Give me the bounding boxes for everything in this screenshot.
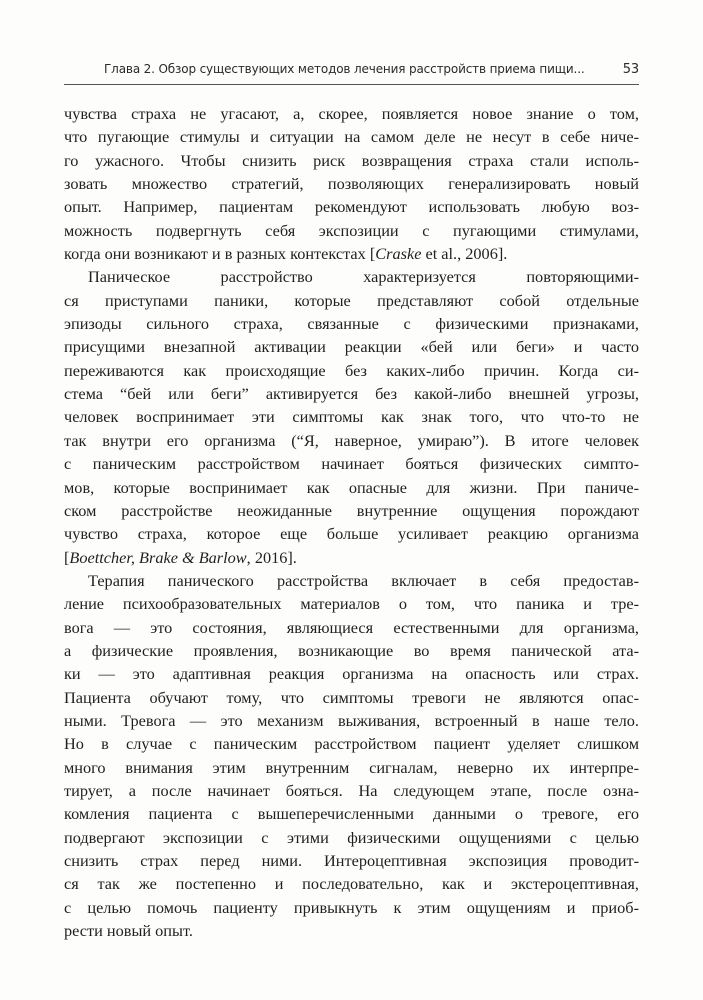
paragraph-3 <box>64 569 639 943</box>
paragraph-1 <box>64 102 639 265</box>
text-line: с паническим расстройством начинает бояться физических симпто- <box>64 454 639 474</box>
text-fragment: [ <box>64 547 70 567</box>
text-line: Но в случае с паническим расстройством пациент уделяет слишком <box>64 734 639 754</box>
page-number: 53 <box>622 62 639 77</box>
text-line: ся так же постепенно и последовательно, как и экстероцептивная, <box>64 874 639 894</box>
text-line: зовать множество стратегий, позволяющих генерализировать новый <box>64 174 639 194</box>
text-line <box>64 242 639 265</box>
chapter-title: Глава 2. Обзор существующих методов лечения расстройств приема пищи... <box>104 62 585 76</box>
text-line: комления пациента с вышеперечисленными данными о тревоге, его <box>64 804 639 824</box>
text-line: эпизоды сильного страха, связанные с физическими признаками, <box>64 314 639 334</box>
text-line: го ужасного. Чтобы снизить риск возвращения страха стали исполь- <box>64 150 639 170</box>
text-line: ки — это адаптивная реакция организма на опасность или страх. <box>64 664 639 684</box>
body-text <box>64 102 639 942</box>
text-line: можность подвергнуть себя экспозиции с пугающими стимулами, <box>64 220 639 240</box>
text-line: Пациента обучают тому, что симптомы тревоги не являются опас- <box>64 687 639 707</box>
citation-year: et al., 2006]. <box>421 244 508 264</box>
text-line: ление психообразовательных материалов о том, что паника и тре- <box>64 594 639 614</box>
text-line: рести новый опыт. <box>64 921 193 941</box>
text-line: вога — это состояния, являющиеся естественными для организма, <box>64 617 639 637</box>
text-line: много внимания этим внутренним сигналам, неверно их интерпре- <box>64 757 639 777</box>
text-line: Терапия панического расстройства включает в себя предостав- <box>88 570 639 590</box>
text-line: подвергают экспозиции с этими физическими ощущениями с целью <box>64 827 639 847</box>
text-line: стема “бей или беги” активируется без какой-либо внешней угрозы, <box>64 384 639 404</box>
citation-author: Craske <box>375 244 422 264</box>
text-line: ся приступами паники, которые представляют собой отдельные <box>64 290 639 310</box>
text-line: ском расстройстве неожиданные внутренние ощущения порождают <box>64 500 639 520</box>
text-line <box>64 546 639 569</box>
text-line: переживаются как происходящие без каких-либо причин. Когда си- <box>64 360 639 380</box>
citation-author: Boettcher, Brake & Barlow <box>69 547 247 567</box>
header-rule <box>64 84 639 85</box>
text-line: ными. Тревога — это механизм выживания, встроенный в наше тело. <box>64 710 639 730</box>
paragraph-2 <box>64 265 639 568</box>
text-line: человек воспринимает эти симптомы как знак того, что что-то не <box>64 407 639 427</box>
text-line: чувства страха не угасают, а, скорее, появляется новое знание о том, <box>64 104 639 123</box>
citation-year: , 2016]. <box>246 547 297 567</box>
text-line: присущими внезапной активации реакции «бей или беги» и часто <box>64 337 639 357</box>
text-line: а физические проявления, возникающие во время панической ата- <box>64 640 639 660</box>
running-head <box>104 62 639 84</box>
text-line: опыт. Например, пациентам рекомендуют использовать любую воз- <box>64 197 639 217</box>
text-line: с целью помочь пациенту привыкнуть к этим ощущениям и приоб- <box>64 897 639 917</box>
text-line: Паническое расстройство характеризуется повторяющими- <box>88 267 639 287</box>
text-line: чувство страха, которое еще больше усиливает реакцию организма <box>64 524 639 544</box>
text-line: так внутри его организма (“Я, наверное, умираю”). В итоге человек <box>64 430 639 450</box>
text-line: мов, которые воспринимает как опасные для жизни. При паниче- <box>64 477 639 497</box>
text-line: тирует, а после начинает бояться. На следующем этапе, после озна- <box>64 780 639 800</box>
text-fragment: когда они возникают и в разных контекстах [ <box>64 244 376 264</box>
text-line: снизить страх перед ними. Интероцептивная экспозиция проводит- <box>64 851 639 870</box>
text-line: что пугающие стимулы и ситуации на самом деле не несут в себе ниче- <box>64 127 639 147</box>
